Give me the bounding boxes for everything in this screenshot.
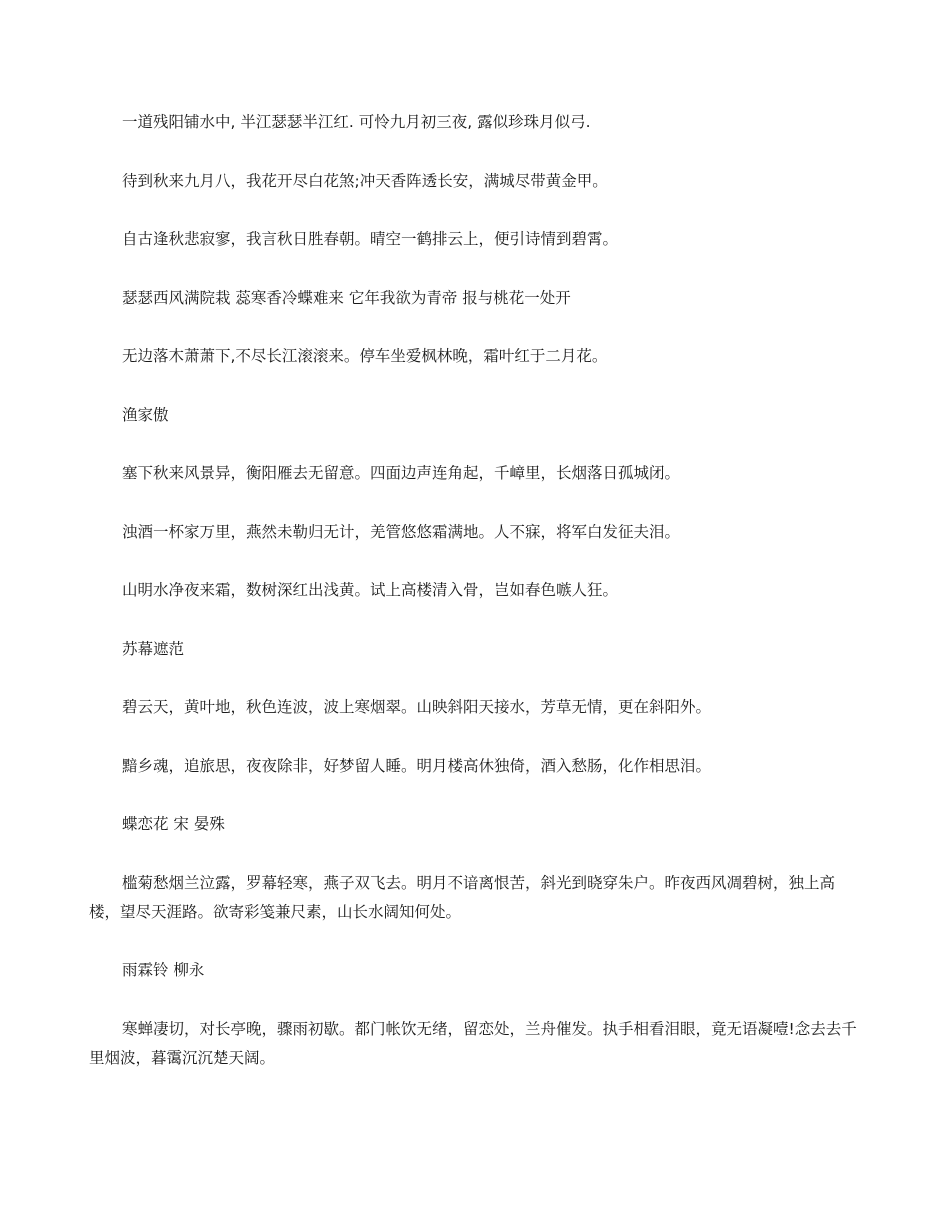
document-body (89, 108, 865, 1102)
paragraph: 一道残阳铺水中, 半江瑟瑟半江红. 可怜九月初三夜, 露似珍珠月似弓. (122, 113, 591, 131)
paragraph: 黯乡魂，追旅思，夜夜除非，好梦留人睡。明月楼高休独倚，酒入愁肠，化作相思泪。 (122, 756, 712, 775)
paragraph: 无边落木萧萧下,不尽长江滚滚来。停车坐爱枫林晚，霜叶红于二月花。 (122, 347, 608, 365)
paragraph: 塞下秋来风景异，衡阳雁去无留意。四面边声连角起，千嶂里，长烟落日孤城闭。 (122, 464, 681, 482)
paragraph: 待到秋来九月八，我花开尽白花煞;冲天香阵透长安，满城尽带黄金甲。 (122, 171, 608, 190)
section-heading: 苏幕遮范 (122, 639, 185, 658)
paragraph: 寒蝉凄切，对长亭晚，骤雨初歇。都门帐饮无绪，留恋处，兰舟催发。执手相看泪眼，竟无语凝噎!念去去千里烟波，暮霭沉沉楚天阔。 (89, 1019, 857, 1067)
paragraph: 槛菊愁烟兰泣露，罗幕轻寒，燕子双飞去。明月不谙离恨苦，斜光到晓穿朱户。昨夜西风凋碧树，独上高楼，望尽天涯路。欲寄彩笺兼尺素，山长水阔知何处。 (89, 873, 836, 921)
paragraph: 浊酒一杯家万里，燕然未勒归无计，羌管悠悠霜满地。人不寐，将军白发征夫泪。 (122, 522, 681, 541)
section-heading: 雨霖铃 柳永 (122, 961, 205, 979)
paragraph: 瑟瑟西风满院栽 蕊寒香冷蝶难来 它年我欲为青帝 报与桃花一处开 (122, 288, 571, 307)
section-heading: 蝶恋花 宋 晏殊 (122, 815, 225, 833)
paragraph: 山明水净夜来霜，数树深红出浅黄。试上高楼清入骨，岂如春色嗾人狂。 (122, 581, 619, 599)
paragraph: 自古逢秋悲寂寥，我言秋日胜春朝。晴空一鹤排云上，便引诗情到碧霄。 (122, 230, 619, 248)
paragraph: 碧云天，黄叶地，秋色连波，波上寒烟翠。山映斜阳天接水，芳草无情，更在斜阳外。 (122, 698, 712, 716)
section-heading: 渔家傲 (122, 405, 169, 424)
